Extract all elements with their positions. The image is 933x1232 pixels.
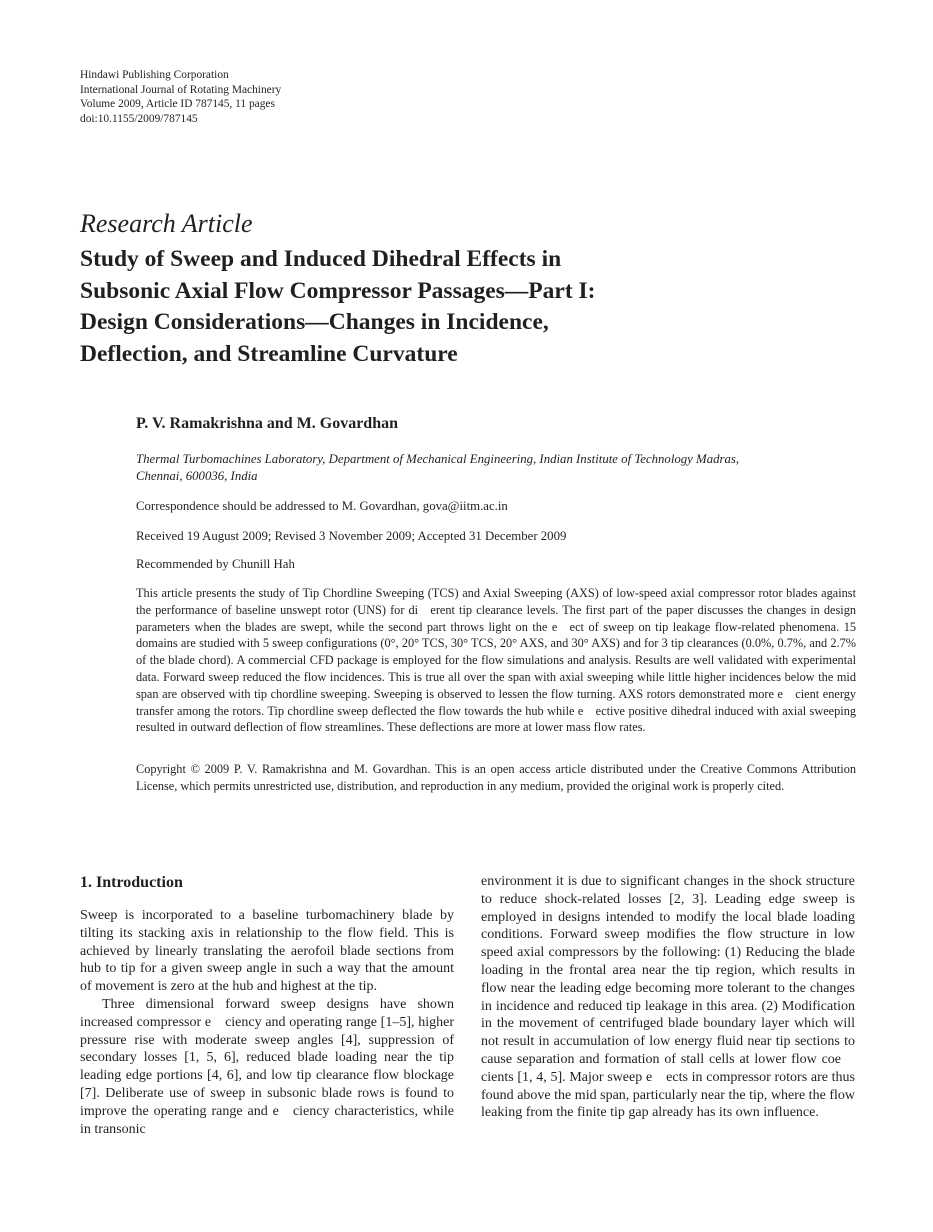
paragraph: Three dimensional forward sweep designs have shown increased compressor e ciency and operating range [1–5], higher pressure rise with moderate sweep angles [4], suppression of secondary losses [1, 5, 6], reduced blade loading near the tip leading edge portions [4, 6], and low tip clearance flow blockage [7]. Deliberate use of sweep in subsonic blade rows is found to improve the operating range and e ciency characteristics, while in transonic: [80, 996, 454, 1137]
title-line: Subsonic Axial Flow Compressor Passages—Part I:: [80, 277, 596, 304]
abstract: This article presents the study of Tip Chordline Sweeping (TCS) and Axial Sweeping (AXS) of low-speed axial compressor rotor blades against the performance of baseline unswept rotor (UNS) for di erent tip clearance levels. The first part of the paper discusses the changes in design parameters when the blades are swept, while the second part throws light on the e ect of sweep on tip leakage flow-related phenomena. 15 domains are studied with 5 sweep configurations (0°, 20° TCS, 30° TCS, 20° AXS, and 30° AXS) and for 3 tip clearances (0.0%, 0.7%, and 2.7% of the blade chord). A commercial CFD package is employed for the flow simulations and analysis. Results are well validated with experimental data. Forward sweep reduced the flow incidences. This is true all over the span with axial sweeping while little higher incidences below the mid span are observed with tip chordline sweeping. Sweeping is observed to lessen the flow turning. AXS rotors demonstrated more e cient energy transfer among the rotors. Tip chordline sweep deflected the flow towards the hub while e ective positive dihedral induced with axial sweeping resulted in outward deflection of flow streamlines. These deflections are more at lower mass flow rates.: [136, 586, 856, 735]
volume-line: Volume 2009, Article ID 787145, 11 pages: [80, 98, 275, 111]
affiliation: [136, 451, 856, 485]
affiliation-line: Thermal Turbomachines Laboratory, Department of Mechanical Engineering, Indian Institute of Technology Madras,: [136, 452, 740, 466]
column-right: [481, 873, 855, 1122]
publisher: Hindawi Publishing Corporation: [80, 69, 229, 81]
paragraph: Sweep is incorporated to a baseline turbomachinery blade by tilting its stacking axis in relationship to the flow field. This is achieved by linearly translating the aerofoil blade sections from hub to tip for a given sweep angle in such a way that the amount of movement is zero at the hub and highest at the tip.: [80, 908, 454, 995]
section-heading: 1. Introduction: [80, 874, 183, 891]
copyright-notice: Copyright © 2009 P. V. Ramakrishna and M. Govardhan. This is an open access article distributed under the Creative Commons Attribution License, which permits unrestricted use, distribution, and reproduction in any medium, provided the original work is properly cited.: [136, 762, 856, 793]
title-line: Design Considerations—Changes in Incidence,: [80, 309, 549, 335]
paper-title: [80, 244, 596, 370]
title-line: Deflection, and Streamline Curvature: [80, 340, 458, 367]
column-left: [80, 873, 454, 1138]
correspondence: Correspondence should be addressed to M. Govardhan, gova@iitm.ac.in: [136, 499, 508, 513]
paragraph: environment it is due to significant changes in the shock structure to reduce shock-related losses [2, 3]. Leading edge sweep is employed in designs intended to modify the local blade loading conditions. Forward sweep modifies the flow structure in low speed axial compressors by the following: (1) Reducing the blade loading in the frontal area near the tip region, which results in flow near the leading edge becoming more tolerant to the changes in incidence and reduced tip leakage in this area. (2) Modification in the movement of centrifuged blade boundary layer which will not result in accumulation of low energy fluid near tip sections to cause separation and formation of stall cells at lower flow coe cients [1, 4, 5]. Major sweep e ects in compressor rotors are thus found above the mid span, particularly near the tip, where the flow leaking from the finite tip gap already has its own influence.: [481, 874, 855, 1121]
doi: doi:10.1155/2009/787145: [80, 112, 198, 125]
journal-name: International Journal of Rotating Machinery: [80, 83, 282, 96]
affiliation-line: Chennai, 600036, India: [136, 469, 258, 483]
article-type: Research Article: [80, 209, 253, 238]
title-line: Study of Sweep and Induced Dihedral Effects in: [80, 246, 562, 272]
recommended-by: Recommended by Chunill Hah: [136, 557, 295, 571]
authors: P. V. Ramakrishna and M. Govardhan: [136, 415, 398, 432]
journal-header: [80, 68, 281, 126]
received-dates: Received 19 August 2009; Revised 3 November 2009; Accepted 31 December 2009: [136, 529, 567, 543]
